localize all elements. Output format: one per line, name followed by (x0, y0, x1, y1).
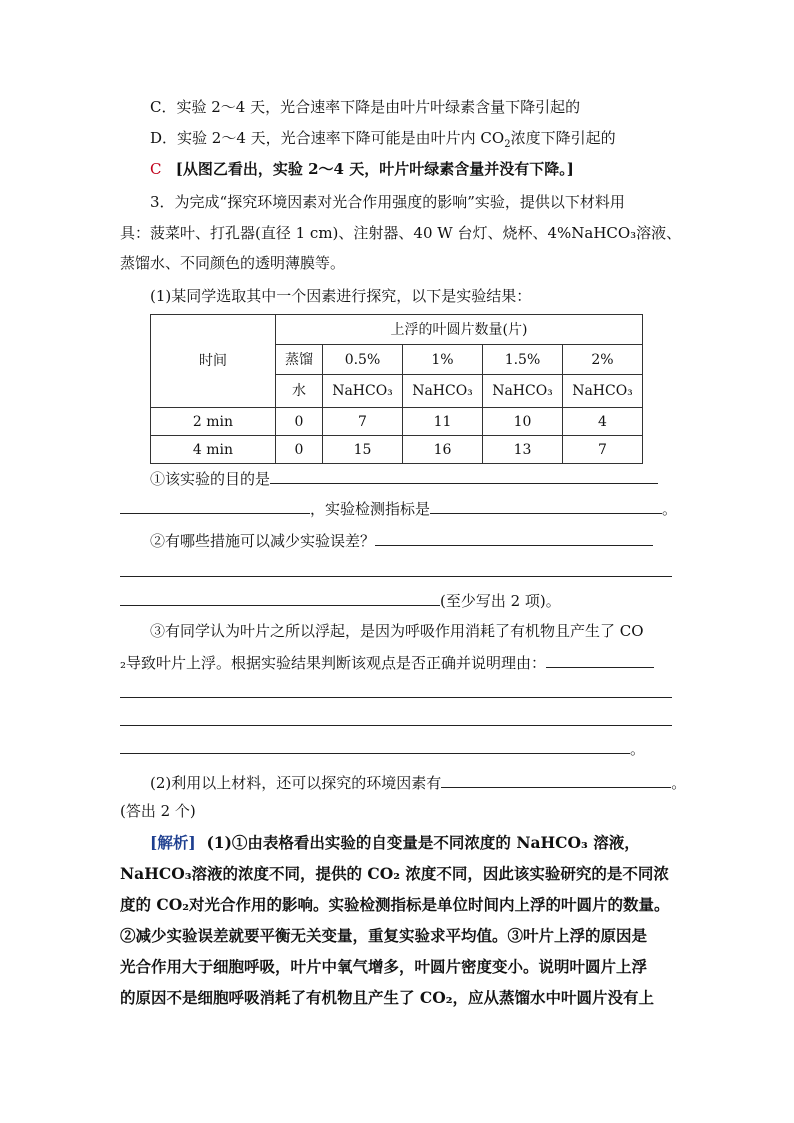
q3-sub2 (150, 529, 675, 551)
q3-sub3-end: 。 (630, 740, 646, 758)
q3-sub2-end: (至少写出 2 项)。 (440, 592, 561, 610)
q3-stem-line2: 具：菠菜叶、打孔器(直径 1 cm)、注射器、40 W 台灯、烧杯、4%NaHCO₃溶液、 (120, 224, 682, 242)
q3-sub3-text: ₂导致叶片上浮。根据实验结果判断该观点是否正确并说明理由： (120, 654, 547, 672)
q3-part1-intro: (1)某同学选取其中一个因素进行探究，以下是实验结果： (150, 287, 532, 305)
table-col-header: 1% (403, 345, 483, 375)
table-cell: 13 (483, 436, 563, 464)
table-row (151, 436, 643, 464)
answer-rule[interactable] (120, 697, 672, 698)
answer-blank[interactable] (430, 497, 662, 514)
answer-line (150, 159, 675, 179)
analysis-line6: 的原因不是细胞呼吸消耗了有机物且产生了 CO₂，应从蒸馏水中叶圆片没有上 (120, 988, 655, 1007)
answer-blank[interactable] (120, 497, 310, 514)
answer-rule[interactable] (120, 725, 672, 726)
answer-explanation: [从图乙看出，实验 2～4 天，叶片叶绿素含量并没有下降。] (175, 160, 574, 178)
answer-rule[interactable] (120, 576, 672, 577)
q3-sub3-line1: ③有同学认为叶片之所以浮起，是因为呼吸作用消耗了有机物且产生了 CO (150, 622, 644, 640)
q3-part2-note: (答出 2 个) (120, 802, 196, 820)
table-col-header: 1.5% (483, 345, 563, 375)
analysis-text: (1)①由表格看出实验的自变量是不同浓度的 NaHCO₃ 溶液， (206, 833, 640, 852)
table-cell: 11 (403, 408, 483, 436)
q3-sub2-text: ②有哪些措施可以减少实验误差？ (150, 532, 376, 550)
analysis-line4: ②减少实验误差就要平衡无关变量，重复实验求平均值。③叶片上浮的原因是 (120, 926, 648, 945)
table-cell: 16 (403, 436, 483, 464)
table-col-header: 蒸馏 (276, 345, 323, 375)
table-col-header-sub: NaHCO₃ (403, 375, 483, 408)
table-cell: 7 (323, 408, 403, 436)
table-cell-time: 2 min (151, 408, 276, 436)
table-cell-time: 4 min (151, 436, 276, 464)
q3-sub1-end: 。 (662, 500, 678, 518)
table-row (151, 408, 643, 436)
q3-sub3-line5 (120, 737, 675, 759)
analysis-line1 (150, 833, 675, 853)
results-table (150, 314, 643, 464)
table-cell: 15 (323, 436, 403, 464)
answer-blank[interactable] (546, 651, 654, 668)
q3-sub1-mid: ，实验检测指标是 (310, 500, 431, 518)
option-d-prefix: D．实验 2～4 天，光合速率下降可能是由叶片内 CO (150, 129, 505, 147)
answer-blank[interactable] (441, 771, 671, 788)
table-col-header: 2% (563, 345, 643, 375)
q3-sub2-line3 (120, 589, 675, 611)
analysis-line5: 光合作用大于细胞呼吸，叶片中氧气增多，叶圆片密度变小。说明叶圆片上浮 (120, 957, 648, 976)
table-cell: 4 (563, 408, 643, 436)
table-col-header-sub: NaHCO₃ (563, 375, 643, 408)
q3-stem-line1: 3．为完成“探究环境因素对光合作用强度的影响”实验，提供以下材料用 (150, 193, 625, 211)
answer-blank[interactable] (120, 589, 440, 606)
option-d-suffix: 浓度下降引起的 (510, 129, 616, 147)
table-col-header-sub: NaHCO₃ (483, 375, 563, 408)
table-cell: 10 (483, 408, 563, 436)
answer-blank[interactable] (270, 467, 658, 484)
answer-letter: C (150, 160, 162, 178)
option-d (150, 128, 675, 155)
answer-blank[interactable] (120, 737, 630, 754)
q3-stem-line3: 蒸馏水、不同颜色的透明薄膜等。 (120, 254, 346, 272)
q3-sub3-line2 (120, 651, 675, 673)
q3-part2-end: 。 (671, 774, 687, 792)
q3-sub1 (150, 467, 675, 489)
table-time-header: 时间 (151, 315, 276, 408)
q3-part2-text: (2)利用以上材料，还可以探究的环境因素有 (150, 774, 442, 792)
table-cell: 7 (563, 436, 643, 464)
table-cell: 0 (276, 408, 323, 436)
table-col-header-sub: NaHCO₃ (323, 375, 403, 408)
q3-sub1-line2 (120, 497, 678, 519)
analysis-line3: 度的 CO₂对光合作用的影响。实验检测指标是单位时间内上浮的叶圆片的数量。 (120, 895, 670, 914)
table-cell: 0 (276, 436, 323, 464)
q3-part2 (150, 771, 687, 793)
analysis-line2: NaHCO₃溶液的浓度不同，提供的 CO₂ 浓度不同，因此该实验研究的是不同浓 (120, 864, 669, 883)
table-col-header: 0.5% (323, 345, 403, 375)
option-c: C．实验 2～4 天，光合速率下降是由叶片叶绿素含量下降引起的 (150, 98, 581, 116)
option-d-subscript: 2 (504, 139, 511, 150)
analysis-label: [解析] (150, 833, 196, 852)
table-col-header-sub: 水 (276, 375, 323, 408)
answer-blank[interactable] (375, 529, 653, 546)
table-group-header: 上浮的叶圆片数量(片) (276, 315, 643, 345)
q3-sub1-text: ①该实验的目的是 (150, 470, 271, 488)
